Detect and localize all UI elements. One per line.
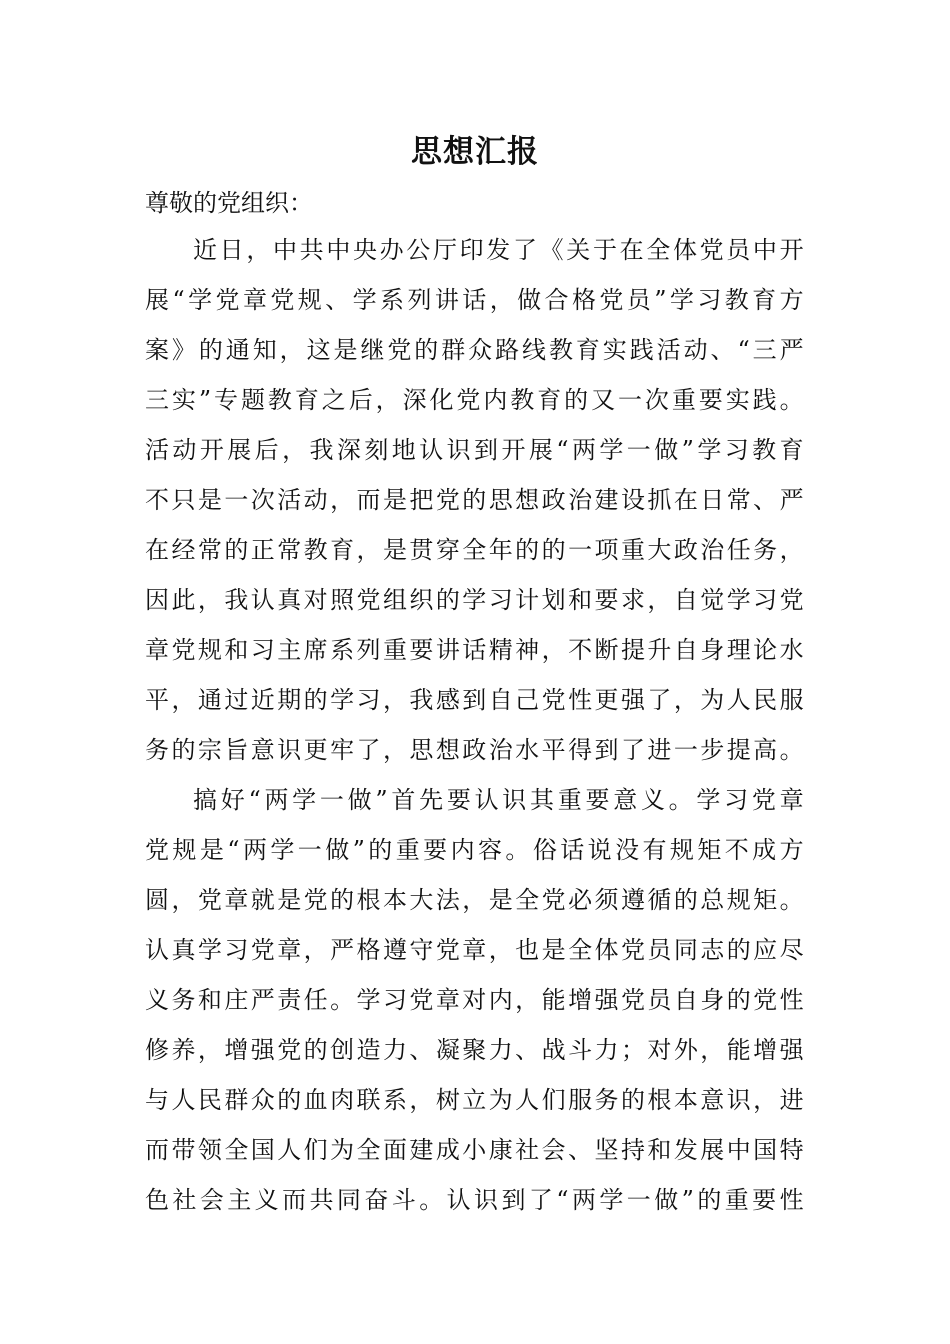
text-line: 色社会主义而共同奋斗。认识到了“两学一做”的重要性	[145, 1186, 805, 1214]
text-line: 活动开展后，我深刻地认识到开展“两学一做”学习教育	[145, 436, 805, 464]
text-line: 而带领全国人们为全面建成小康社会、坚持和发展中国特	[145, 1136, 805, 1164]
text-line: 在经常的正常教育，是贯穿全年的的一项重大政治任务，	[145, 536, 805, 564]
text-line: 搞好“两学一做”首先要认识其重要意义。学习党章	[193, 786, 805, 814]
text-line: 圆，党章就是党的根本大法，是全党必须遵循的总规矩。	[145, 886, 805, 914]
text-line: 务的宗旨意识更牢了，思想政治水平得到了进一步提高。	[145, 736, 805, 764]
text-line: 因此，我认真对照党组织的学习计划和要求，自觉学习党	[145, 586, 805, 614]
text-line: 近日，中共中央办公厅印发了《关于在全体党员中开	[193, 236, 805, 264]
text-line: 党规是“两学一做”的重要内容。俗话说没有规矩不成方	[145, 836, 805, 864]
salutation: 尊敬的党组织：	[145, 189, 313, 217]
document-title: 思想汇报	[411, 134, 539, 170]
text-line: 与人民群众的血肉联系，树立为人们服务的根本意识，进	[145, 1086, 805, 1114]
text-line: 展“学党章党规、学系列讲话，做合格党员”学习教育方	[145, 286, 805, 314]
text-line: 平，通过近期的学习，我感到自己党性更强了，为人民服	[145, 686, 805, 714]
text-line: 不只是一次活动，而是把党的思想政治建设抓在日常、严	[145, 486, 805, 514]
text-line: 义务和庄严责任。学习党章对内，能增强党员自身的党性	[145, 986, 805, 1014]
text-line: 章党规和习主席系列重要讲话精神，不断提升自身理论水	[145, 636, 805, 664]
text-line: 修养，增强党的创造力、凝聚力、战斗力；对外，能增强	[145, 1036, 805, 1064]
text-line: 案》的通知，这是继党的群众路线教育实践活动、“三严	[145, 336, 805, 364]
text-line: 三实”专题教育之后，深化党内教育的又一次重要实践。	[145, 386, 805, 414]
text-line: 认真学习党章，严格遵守党章，也是全体党员同志的应尽	[145, 936, 805, 964]
